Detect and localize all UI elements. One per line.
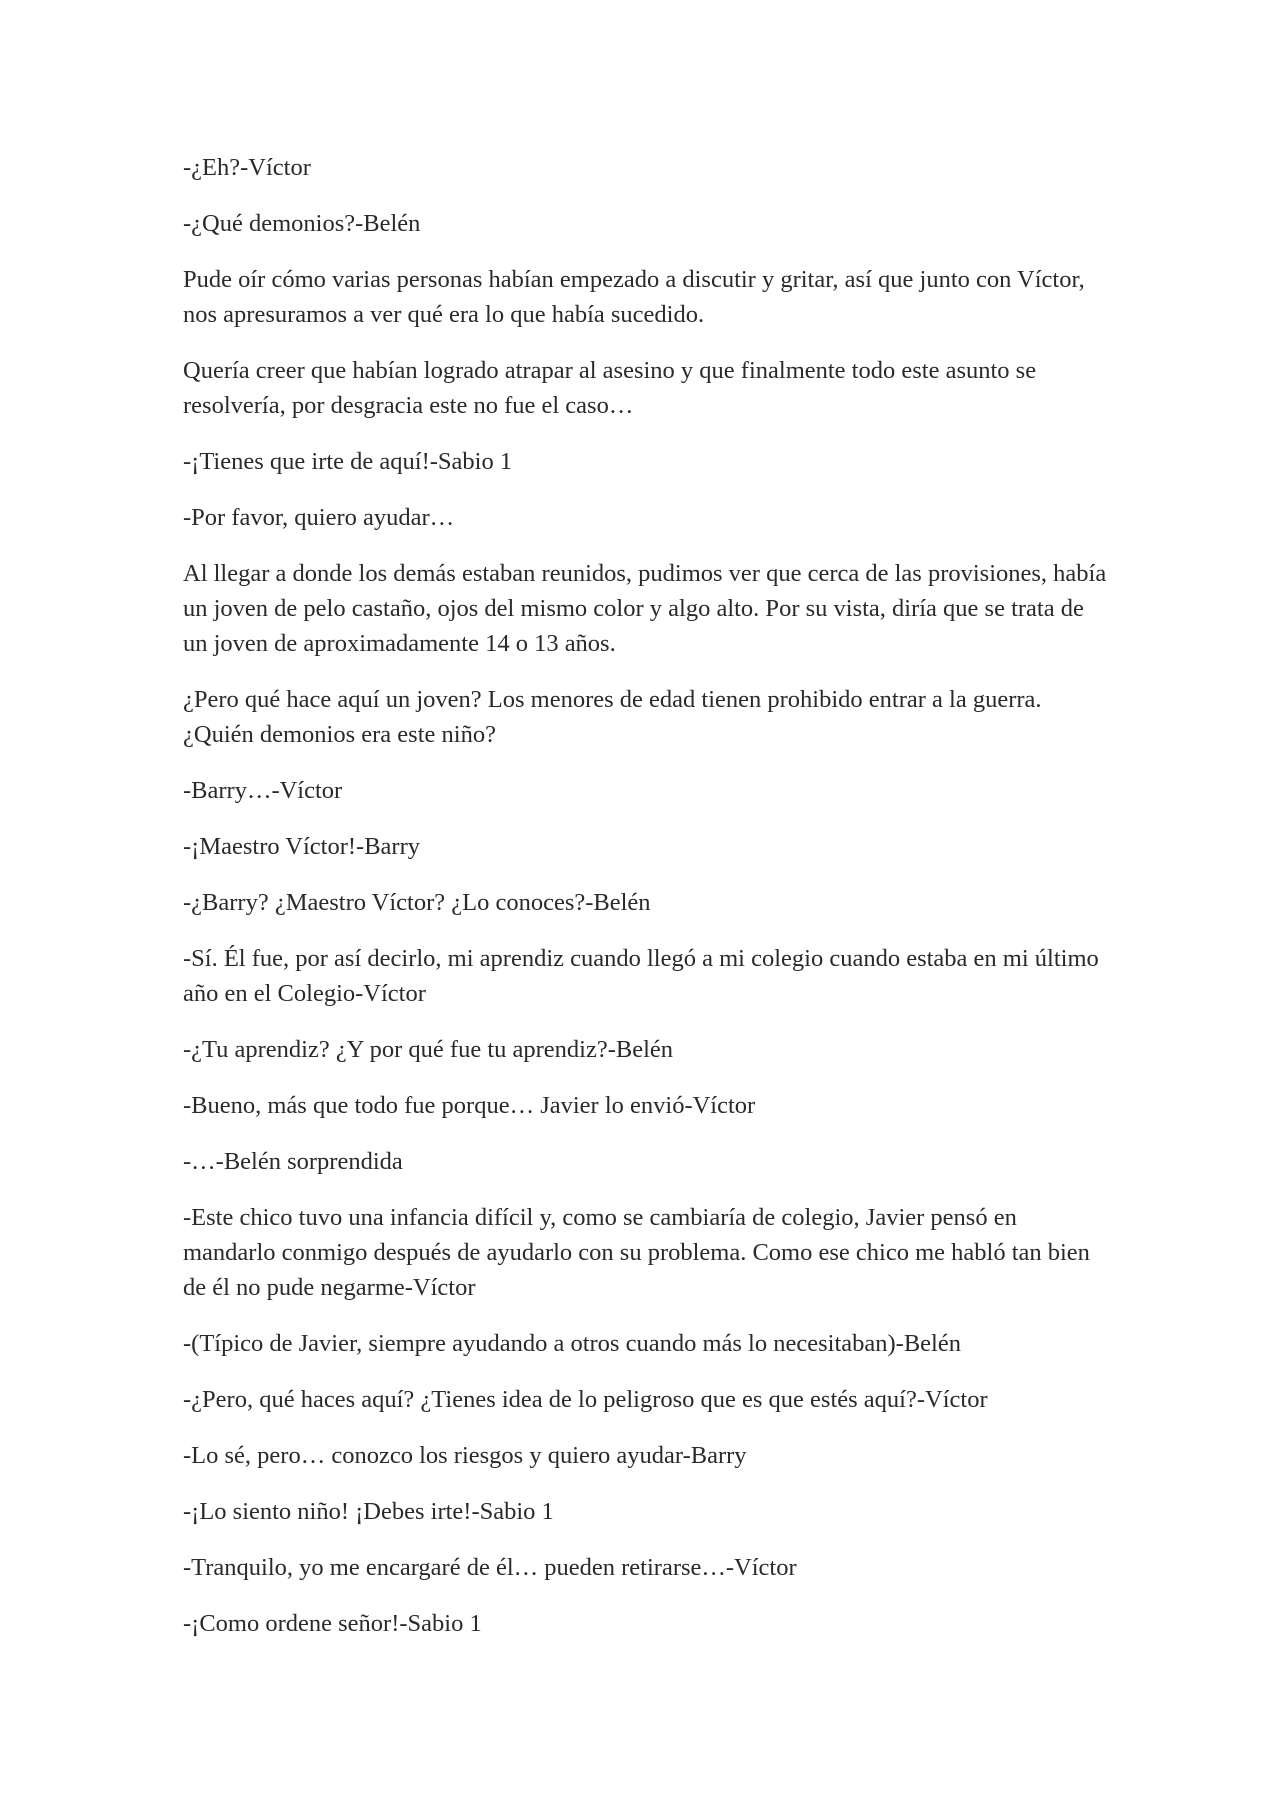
dialogue-line: -¡Lo siento niño! ¡Debes irte!-Sabio 1 [183,1498,554,1525]
dialogue-line: -…-Belén sorprendida [183,1148,403,1175]
dialogue-line: -¿Eh?-Víctor [183,154,311,181]
dialogue-line: -¡Como ordene señor!-Sabio 1 [183,1610,482,1637]
dialogue-line: -¿Pero, qué haces aquí? ¿Tienes idea de lo peligroso que es que estés aquí?-Víctor [183,1386,988,1413]
dialogue-line: -¿Barry? ¿Maestro Víctor? ¿Lo conoces?-Belén [183,889,651,916]
narration-paragraph: ¿Pero qué hace aquí un joven? Los menores de edad tienen prohibido entrar a la guerra. ¿Quién demonios era este niño? [183,686,1042,748]
dialogue-line: -¡Tienes que irte de aquí!-Sabio 1 [183,448,513,475]
dialogue-line: -¿Tu aprendiz? ¿Y por qué fue tu aprendiz?-Belén [183,1036,674,1063]
dialogue-line: -¡Maestro Víctor!-Barry [183,833,420,860]
dialogue-line: -Por favor, quiero ayudar… [183,504,455,531]
dialogue-line: -Barry…-Víctor [183,777,343,804]
dialogue-line: -Sí. Él fue, por así decirlo, mi aprendiz cuando llegó a mi colegio cuando estaba en mi último año en el Colegio-Víctor [183,945,1099,1007]
dialogue-line: -Tranquilo, yo me encargaré de él… pueden retirarse…-Víctor [183,1554,797,1581]
narration-paragraph: Al llegar a donde los demás estaban reunidos, pudimos ver que cerca de las provisiones, había un joven de pelo castaño, ojos del mismo color y algo alto. Por su vista, diría que se trata de un joven de aproximadamente 14 o 13 años. [183,560,1107,657]
document-body [183,150,1113,1662]
dialogue-line: -(Típico de Javier, siempre ayudando a otros cuando más lo necesitaban)-Belén [183,1330,961,1357]
narration-paragraph: Pude oír cómo varias personas habían empezado a discutir y gritar, así que junto con Víctor, nos apresuramos a ver qué era lo que había sucedido. [183,266,1085,328]
dialogue-line: -Este chico tuvo una infancia difícil y, como se cambiaría de colegio, Javier pensó en mandarlo conmigo después de ayudarlo con su problema. Como ese chico me habló tan bien de él no pude negarme-Víctor [183,1204,1090,1301]
dialogue-line: -Bueno, más que todo fue porque… Javier lo envió-Víctor [183,1092,756,1119]
dialogue-line: -¿Qué demonios?-Belén [183,210,421,237]
narration-paragraph: Quería creer que habían logrado atrapar al asesino y que finalmente todo este asunto se resolvería, por desgracia este no fue el caso… [183,357,1037,419]
dialogue-line: -Lo sé, pero… conozco los riesgos y quiero ayudar-Barry [183,1442,747,1469]
